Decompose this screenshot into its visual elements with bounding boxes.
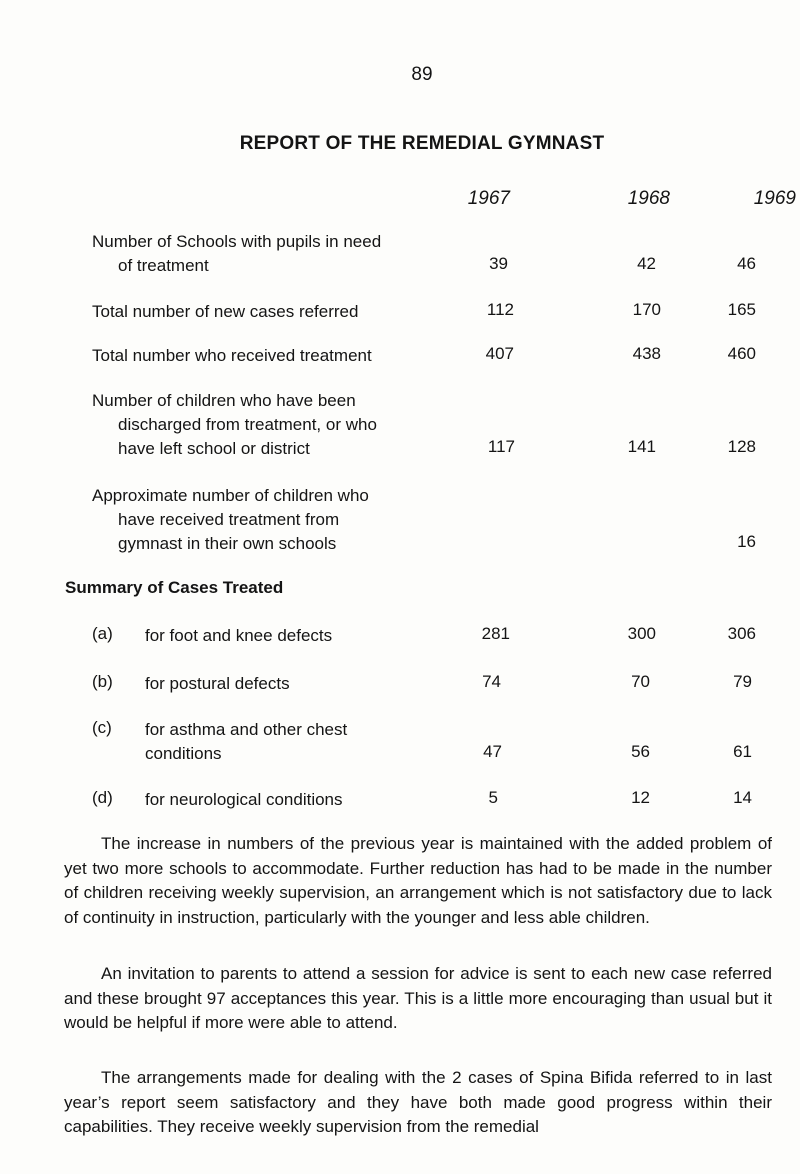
cell-neurological-1969: 14 [733, 788, 752, 807]
paragraph-3: The arrangements made for dealing with the 2 cases of Spina Bifida referred to in last year’s report seem satisfactory and they have both made good progress within their capabilities. They receive weekly supervision from the remedial [64, 1068, 772, 1136]
cell-received-1968: 438 [632, 344, 661, 363]
cell-asthma-1969: 61 [733, 742, 752, 761]
summary-heading: Summary of Cases Treated [65, 578, 284, 597]
paragraph-1: The increase in numbers of the previous year is maintained with the added problem of yet two more schools to accommodate. Further reduction has had to be made in the number of children receiving weekly supervision, an arrangement which is not satisfactory due to lack of continuity in instruction, particularly with the younger and less able children. [64, 834, 772, 927]
cell-received-1967: 407 [485, 344, 514, 363]
cell-postural-1967: 74 [482, 672, 501, 691]
summary-label-neurological: for neurological conditions [145, 790, 343, 809]
cell-schools-1968: 42 [637, 254, 656, 273]
row-label-schools: Number of Schools with pupils in need of treatment [92, 232, 382, 275]
summary-label-foot-knee: for foot and knee defects [145, 626, 333, 645]
cell-new-cases-1968: 170 [632, 300, 661, 319]
summary-letter-a: (a) [92, 624, 113, 643]
row-label-new-cases: Total number of new cases referred [92, 302, 359, 321]
year-header-1967: 1967 [467, 188, 510, 209]
cell-new-cases-1967: 112 [486, 300, 514, 319]
summary-letter-d: (d) [92, 788, 113, 807]
summary-letter-b: (b) [92, 672, 113, 691]
cell-foot-knee-1968: 300 [627, 624, 656, 643]
cell-schools-1967: 39 [489, 254, 508, 273]
row-label-received-treatment: Total number who received treatment [92, 346, 372, 365]
year-header-1968: 1968 [627, 188, 670, 209]
cell-neurological-1967: 5 [488, 788, 498, 807]
cell-new-cases-1969: 165 [727, 300, 756, 319]
paragraph-2: An invitation to parents to attend a session for advice is sent to each new case referred and these brought 97 acceptances this year. This is a little more encouraging than usual but it would be helpful if more were able to attend. [64, 964, 772, 1032]
report-title: REPORT OF THE REMEDIAL GYMNAST [239, 133, 605, 154]
year-header-1969: 1969 [753, 188, 796, 209]
cell-foot-knee-1967: 281 [481, 624, 510, 643]
cell-discharged-1967: 117 [487, 437, 515, 456]
cell-own-schools-1969: 16 [737, 532, 756, 551]
cell-neurological-1968: 12 [631, 788, 650, 807]
cell-postural-1969: 79 [733, 672, 752, 691]
summary-label-postural: for postural defects [145, 674, 290, 693]
summary-label-asthma: for asthma and other chest conditions [145, 720, 348, 763]
cell-discharged-1969: 128 [727, 437, 756, 456]
row-label-own-schools: Approximate number of children who have received treatment from gymnast in their own schools [92, 486, 369, 553]
cell-received-1969: 460 [727, 344, 756, 363]
cell-discharged-1968: 141 [627, 437, 656, 456]
page-number: 89 [411, 64, 433, 85]
cell-schools-1969: 46 [737, 254, 756, 273]
cell-foot-knee-1969: 306 [727, 624, 756, 643]
cell-asthma-1968: 56 [631, 742, 650, 761]
row-label-discharged: Number of children who have been discharged from treatment, or who have left school or district [92, 391, 377, 458]
summary-letter-c: (c) [92, 718, 112, 737]
cell-postural-1968: 70 [631, 672, 650, 691]
cell-asthma-1967: 47 [483, 742, 502, 761]
